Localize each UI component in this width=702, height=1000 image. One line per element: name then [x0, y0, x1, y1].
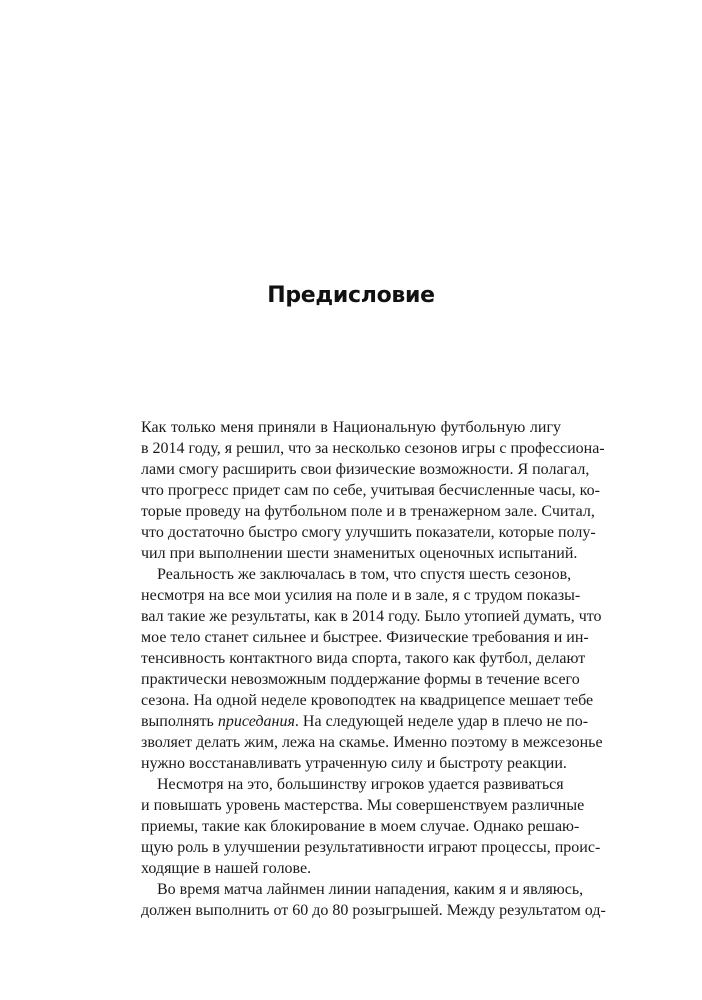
text-line: Как только меня приняли в Национальную футбольную лигу	[141, 419, 561, 436]
text-line: нужно восстанавливать утраченную силу и быстроту реакции.	[141, 755, 567, 772]
text-segment: . На следующей неделе удар в плечо не по-	[294, 713, 589, 730]
text-line: торые проведу на футбольном поле и в тренажерном зале. Считал,	[141, 503, 595, 520]
text-line: что прогресс придет сам по себе, учитывая бесчисленные часы, ко-	[141, 482, 600, 499]
text-line: Несмотря на это, большинству игроков удается развиваться	[157, 776, 564, 793]
text-line: сезона. На одной неделе кровоподтек на квадрицепсе мешает тебе	[141, 692, 594, 709]
text-line: мое тело станет сильнее и быстрее. Физические требования и ин-	[141, 629, 589, 646]
text-line: в 2014 году, я решил, что за несколько сезонов игры с профессиона-	[141, 440, 605, 457]
text-line: и повышать уровень мастерства. Мы совершенствуем различные	[141, 797, 585, 814]
text-segment: выполнять	[141, 713, 214, 730]
text-line: вал такие же результаты, как в 2014 году. Было утопией думать, что	[141, 608, 602, 625]
text-line: должен выполнить от 60 до 80 розыгрышей. Между результатом од-	[141, 902, 606, 919]
chapter-title: Предисловие	[267, 283, 435, 308]
text-line-mixed	[141, 711, 589, 732]
text-line: практически невозможным поддержание формы в течение всего	[141, 671, 580, 688]
text-line: приемы, такие как блокирование в моем случае. Однако решаю-	[141, 818, 580, 835]
text-line: несмотря на все мои усилия на поле и в зале, я с трудом показы-	[141, 587, 581, 604]
text-line: что достаточно быстро смогу улучшить показатели, которые полу-	[141, 524, 596, 541]
text-line: Реальность же заключалась в том, что спустя шесть сезонов,	[157, 566, 572, 583]
text-line: тенсивность контактного вида спорта, такого как футбол, делают	[141, 650, 586, 667]
body-text	[141, 417, 606, 921]
text-line: Во время матча лайнмен линии нападения, каким я и являюсь,	[157, 881, 584, 898]
text-line: зволяет делать жим, лежа на скамье. Именно поэтому в межсезонье	[141, 734, 603, 751]
text-line: лами смогу расширить свои физические возможности. Я полагал,	[141, 461, 590, 478]
text-line: щую роль в улучшении результативности играют процессы, проис-	[141, 839, 601, 856]
text-line: ходящие в нашей голове.	[141, 860, 312, 877]
text-line: чил при выполнении шести знаменитых оценочных испытаний.	[141, 545, 578, 562]
emphasized-term: приседания	[217, 713, 295, 730]
